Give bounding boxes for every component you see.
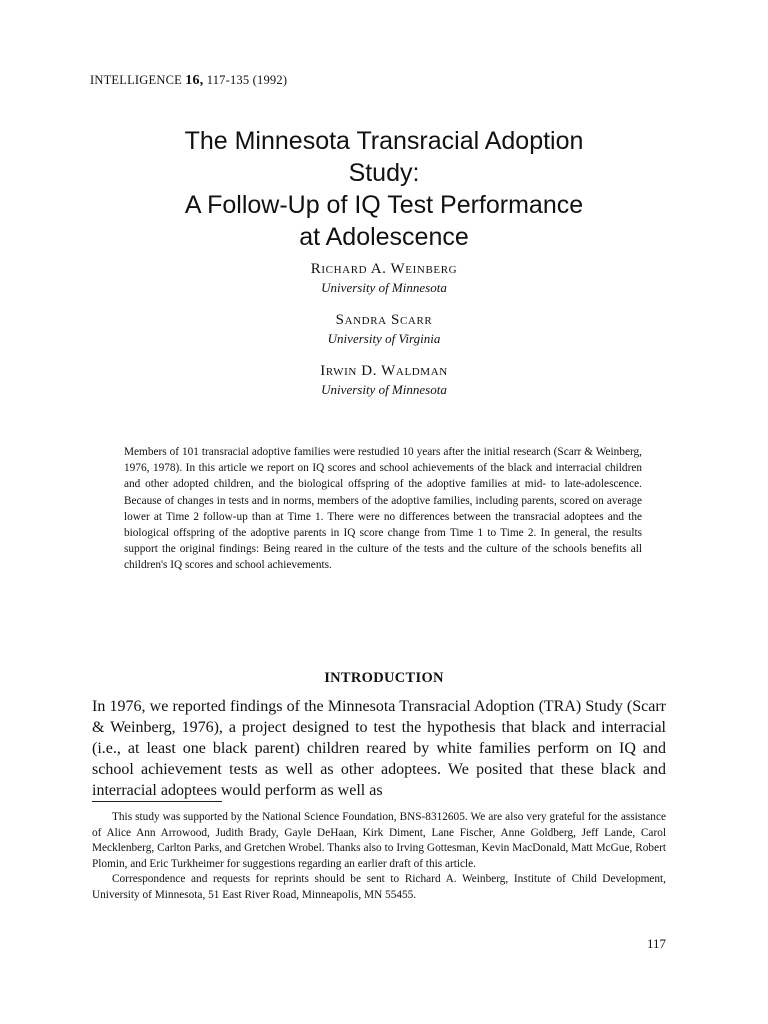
author-list [100,259,668,412]
title-line: at Adolescence [299,223,469,251]
title-line: Study: [348,159,420,187]
author-block [100,361,668,399]
author-affiliation: University of Virginia [327,331,441,346]
author-affiliation: University of Minnesota [321,382,447,397]
footnote-correspondence: Correspondence and requests for reprints should be sent to Richard A. Weinberg, Institute of Child Development, University of Minnesota, 51 East River Road, Minneapolis, MN 55455. [92,873,666,901]
title-line: A Follow-Up of IQ Test Performance [184,191,584,219]
footnote-divider [92,801,222,802]
journal-name: INTELLIGENCE [90,73,182,87]
journal-pages-year: 117-135 (1992) [206,73,288,87]
title-line: The Minnesota Transracial Adoption [184,127,584,155]
footnote-acknowledgments: This study was supported by the National Science Foundation, BNS-8312605. We are also very grateful for the assistance of Alice Ann Arrowood, Judith Brady, Gayle DeHaan, Kirk Diment, Lane Fischer, Anne Goldberg, Jeff Lande, Carol Mecklenberg, Carlton Parks, and Gretchen Wrobel. Thanks also to Irving Gottesman, Kevin MacDonald, Matt McGue, Robert Plomin, and Eric Turkheimer for suggestions regarding an earlier draft of this article. [92,811,666,870]
abstract: Members of 101 transracial adoptive families were restudied 10 years after the initial research (Scarr & Weinberg, 1976, 1978). In this article we report on IQ scores and school achievements of the black and interracial children and other adopted children, and the biological offspring of the adoptive families at mid- to late-adolescence. Because of changes in tests and in norms, members of the adoptive families, including parents, scored on average lower at Time 2 follow-up than at Time 1. There were no differences between the transracial adoptees and the biological offspring of the adoptive parents in IQ score change from Time 1 to Time 2. In general, the results support the original findings: Being reared in the culture of the tests and the culture of the schools benefits all children's IQ scores and school achievements. [124,446,642,572]
journal-citation [90,73,287,89]
footnotes [92,810,666,904]
journal-volume: 16, [185,73,204,88]
author-name: Richard A. Weinberg [310,261,458,277]
author-affiliation: University of Minnesota [321,280,447,295]
page-number: 117 [646,936,666,951]
author-block [100,259,668,297]
article-title [100,125,668,253]
author-block [100,310,668,348]
author-name: Sandra Scarr [335,312,433,328]
introduction-paragraph: In 1976, we reported findings of the Minnesota Transracial Adoption (TRA) Study (Scarr & Weinberg, 1976), a project designed to test the hypothesis that black and interracial (i.e., at least one black parent) children reared by white families perform on IQ and school achievement tests as well as other adoptees. We posited that these black and interracial adoptees would perform as well as [92,698,666,799]
author-name: Irwin D. Waldman [320,363,448,379]
section-heading-introduction: INTRODUCTION [324,670,444,686]
